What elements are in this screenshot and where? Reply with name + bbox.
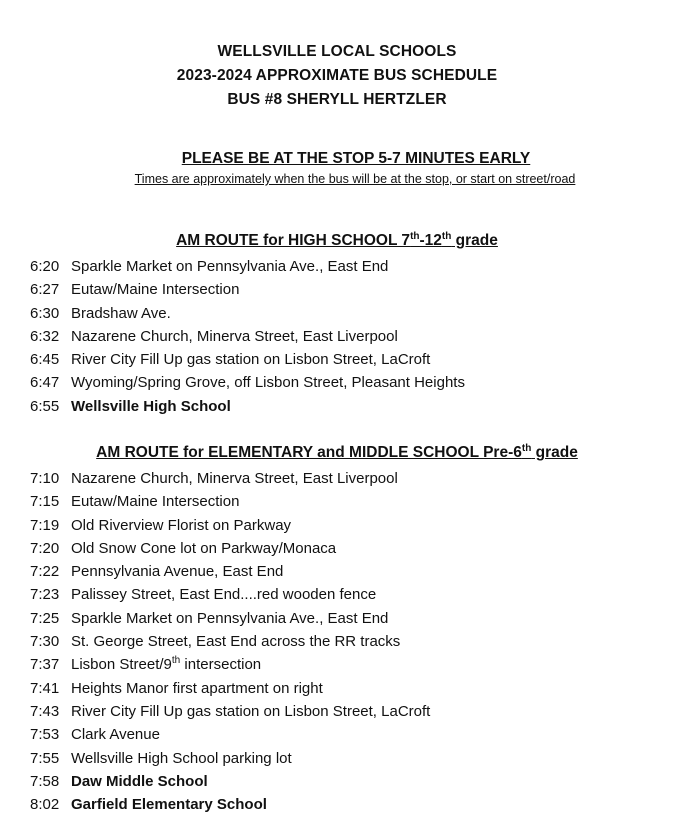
stop-row — [30, 325, 465, 348]
am-high-school-route-title: AM ROUTE for HIGH SCHOOL 7th-12th grade — [176, 230, 498, 249]
stop-location: St. George Street, East End across the RR tracks — [71, 633, 401, 651]
stop-time: 7:55 — [30, 749, 60, 767]
stop-row — [30, 793, 430, 816]
stop-location: Wyoming/Spring Grove, off Lisbon Street, Pleasant Heights — [71, 374, 465, 392]
stop-location: Old Riverview Florist on Parkway — [71, 516, 292, 534]
stop-row — [30, 607, 430, 630]
stop-row — [30, 371, 465, 394]
stop-time: 7:23 — [30, 586, 60, 604]
stop-location: Palissey Street, East End....red wooden fence — [71, 586, 377, 604]
stop-time: 6:47 — [30, 374, 60, 392]
early-arrival-warning: PLEASE BE AT THE STOP 5-7 MINUTES EARLY — [181, 150, 531, 167]
stop-row — [30, 302, 465, 325]
stop-time: 7:53 — [30, 726, 60, 744]
stop-location: River City Fill Up gas station on Lisbon Street, LaCroft — [71, 702, 431, 720]
stop-location: Pennsylvania Avenue, East End — [71, 563, 284, 581]
stop-location: Eutaw/Maine Intersection — [71, 493, 240, 511]
stop-time: 7:15 — [30, 493, 60, 511]
stop-row — [30, 255, 465, 278]
stop-row — [30, 700, 430, 723]
am-elementary-route-title: AM ROUTE for ELEMENTARY and MIDDLE SCHOOL Pre-6th grade — [96, 442, 578, 461]
stop-location: Eutaw/Maine Intersection — [71, 281, 240, 299]
am-elementary-stop-list — [30, 467, 430, 816]
stop-time: 6:27 — [30, 281, 60, 299]
schedule-title: 2023-2024 APPROXIMATE BUS SCHEDULE — [176, 67, 498, 84]
stop-time: 7:25 — [30, 609, 60, 627]
stop-time: 7:41 — [30, 679, 60, 697]
stop-row — [30, 583, 430, 606]
stop-time: 6:30 — [30, 304, 60, 322]
stop-location: Old Snow Cone lot on Parkway/Monaca — [71, 539, 337, 557]
stop-location: Wellsville High School parking lot — [71, 749, 292, 767]
stop-row — [30, 348, 465, 371]
document-header — [0, 40, 674, 112]
stop-row — [30, 490, 430, 513]
stop-row — [30, 677, 430, 700]
district-name: WELLSVILLE LOCAL SCHOOLS — [217, 43, 457, 60]
stop-location: Heights Manor first apartment on right — [71, 679, 323, 697]
stop-time: 7:37 — [30, 656, 60, 674]
stop-location: Clark Avenue — [71, 726, 160, 744]
stop-location: Wellsville High School — [71, 397, 231, 415]
arrival-notice — [0, 148, 674, 188]
stop-location: River City Fill Up gas station on Lisbon Street, LaCroft — [71, 351, 431, 369]
stop-row — [30, 770, 430, 793]
stop-row — [30, 653, 430, 676]
stop-location: Nazarene Church, Minerva Street, East Liverpool — [71, 327, 398, 345]
stop-row — [30, 630, 430, 653]
stop-time: 6:55 — [30, 397, 60, 415]
stop-location: Sparkle Market on Pennsylvania Ave., East End — [71, 258, 389, 275]
stop-location: Sparkle Market on Pennsylvania Ave., East End — [71, 609, 389, 627]
stop-location: Bradshaw Ave. — [71, 304, 171, 322]
stop-row — [30, 537, 430, 560]
stop-location: Daw Middle School — [71, 772, 208, 790]
stop-location: Nazarene Church, Minerva Street, East Liverpool — [71, 470, 398, 487]
stop-time: 7:22 — [30, 563, 60, 581]
stop-time: 6:45 — [30, 351, 60, 369]
stop-time: 7:58 — [30, 772, 60, 790]
stop-location: Lisbon Street/9th intersection — [71, 655, 262, 674]
stop-time: 6:32 — [30, 327, 60, 345]
stop-row — [30, 723, 430, 746]
am-high-school-stop-list — [30, 255, 465, 418]
stop-location: Garfield Elementary School — [71, 796, 267, 814]
stop-time: 7:20 — [30, 539, 60, 557]
bus-driver-title: BUS #8 SHERYLL HERTZLER — [227, 91, 447, 108]
stop-time: 7:30 — [30, 633, 60, 651]
stop-row — [30, 467, 430, 490]
stop-time: 6:20 — [30, 258, 60, 275]
time-explanation: Times are approximately when the bus will be at the stop, or start on street/road — [134, 172, 576, 186]
stop-row — [30, 747, 430, 770]
stop-time: 7:10 — [30, 470, 60, 487]
stop-row — [30, 278, 465, 301]
stop-row — [30, 514, 430, 537]
stop-row — [30, 560, 430, 583]
stop-time: 8:02 — [30, 796, 60, 814]
stop-time: 7:19 — [30, 516, 60, 534]
stop-time: 7:43 — [30, 702, 60, 720]
stop-row — [30, 395, 465, 418]
